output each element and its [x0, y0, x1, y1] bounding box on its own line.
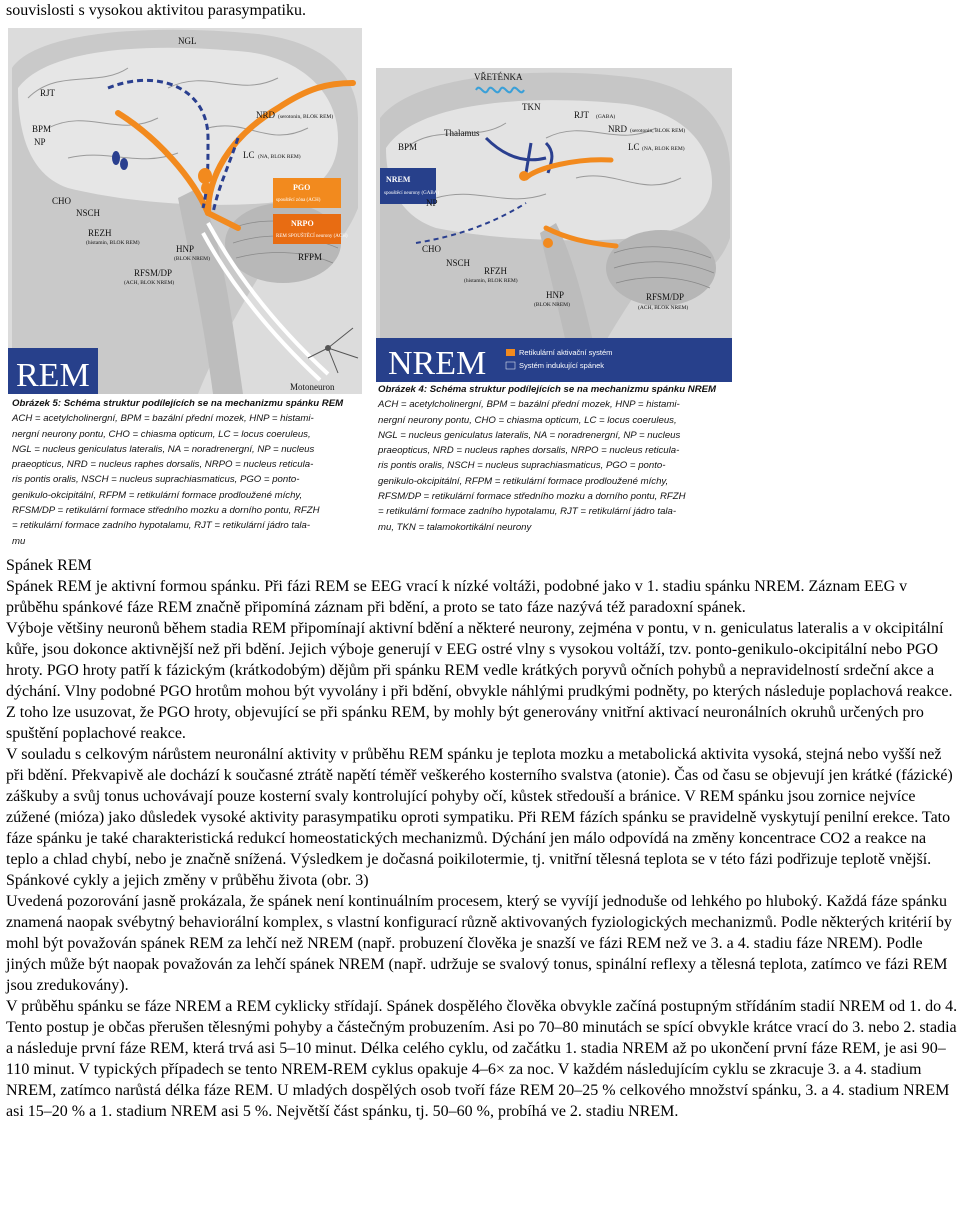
rem-label-rfsm: RFSM/DP [134, 268, 173, 278]
rem-label-rfsm-sub: (ACH, BLOK NREM) [124, 280, 175, 286]
nrem-caption-line: ACH = acetylcholinergní, BPM = bazální přední mozek, HNP = histami- [378, 399, 680, 411]
rem-caption-line: nergní neurony pontu, CHO = chiasma opticum, LC = locus coeruleus, [12, 428, 311, 440]
rem-brain-diagram [8, 28, 362, 394]
rem-label-pgo: PGO [293, 183, 311, 192]
rem-caption-line: ris pontis oralis, NSCH = nucleus suprachiasmaticus, PGO = ponto- [12, 474, 300, 486]
nrem-label-bpm: BPM [398, 142, 418, 152]
rem-label-lc-sub: (NA, BLOK REM) [258, 154, 301, 160]
rem-caption-line: RFSM/DP = retikulární formace středního mozku a dorního pontu, RFZH [12, 505, 320, 517]
rem-label-rfpm: RFPM [298, 252, 323, 262]
rem-label-nrd: NRD [256, 110, 276, 120]
nrem-legend-sleep: Systém indukující spánek [519, 361, 605, 370]
paragraph-sleep-cycles: V průběhu spánku se fáze NREM a REM cyklicky střídají. Spánek dospělého člověka obvykle začíná postupným střídáním stadií NREM od 1. do 4. Tento postup je občas přerušen tělesnými pohyby a částečným probuzením. Asi po 70–80 minutách se spící obvykle krátce vrací do 3. nebo 2. stadia a následuje první fáze REM, která trvá asi 5–10 minut. Délka celého cyklu, od začátku 1. stadia NREM až po ukončení první fáze REM, je asi 90–110 minut. V typických případech se tento NREM-REM cyklus opakuje 4–6× za noc. V každém následujícím cyklu se zkracuje 3. a 4. stadium NREM, zatímco narůstá délka fáze REM. U mladých dospělých osob tvoří fáze REM 20–25 % celkového množství spánku, 3. a 4. stadium NREM asi 15–20 % a 1. stadium NREM asi 5 %. Největší část spánku, tj. 50–60 %, probíhá ve 2. stadiu NREM. [6, 998, 958, 1120]
nrem-label-rfzh-sub: (histamin, BLOK REM) [464, 278, 518, 284]
rem-figure-caption [12, 396, 360, 549]
rem-label-bpm: BPM [32, 124, 52, 134]
nrem-figure-caption [378, 382, 730, 535]
rem-label-nsch: NSCH [76, 208, 101, 218]
nrem-caption-line: praeopticus, NRD = nucleus raphes dorsalis, NRPO = nucleus reticula- [378, 445, 680, 457]
nrem-label-nsch: NSCH [446, 258, 471, 268]
rem-label-nrpo: NRPO [291, 219, 314, 228]
nrem-label-rfsm: RFSM/DP [646, 292, 685, 302]
nrem-label-rfsm-sub: (ACH, BLOK NREM) [638, 305, 689, 311]
rem-label-np: NP [34, 137, 46, 147]
nrem-label-lc-sub: (NA, BLOK REM) [642, 146, 685, 152]
nrem-label-tkn: TKN [522, 102, 541, 112]
nrem-label-nrd-sub: (serotonin, BLOK REM) [630, 128, 686, 134]
paragraph-sleep-complex: Uvedená pozorování jasně prokázala, že spánek není kontinuálním procesem, který se vyvíjí jednoduše od lehkého po hluboký. Každá fáze spánku znamená naopak svébytný behaviorální komplex, s vlastní konfigurací různě aktivovaných fyziologických mechanizmů. Podle některých kritérií by mohl být považován spánek REM za lehčí než NREM (např. probuzení člověka je snazší ve fázi REM než ve 3. a 4. stadiu fáze NREM). Podle jiných může být naopak považován za lehčí spánek NREM (např. udržuje se svalový tonus, spinální reflexy a tělesná teplota, zatímco ve fázi REM jsou zredukovány). [6, 893, 952, 994]
nrem-label-rjt-sub: (GABA) [596, 114, 616, 120]
top-line-text: souvislosti s vysokou aktivitou parasympatiku. [6, 2, 306, 19]
nrem-figure [376, 68, 732, 544]
nrem-label-nrem-box: NREM [386, 175, 411, 184]
rem-label-rezh-sub: (histamin, BLOK REM) [86, 240, 140, 246]
nrem-label-vretenka: VŘETÉNKA [474, 72, 523, 82]
rem-label-hnp-sub: (BLOK NREM) [174, 256, 210, 262]
rem-label-rezh: REZH [88, 228, 112, 238]
nrem-caption-line: NGL = nucleus geniculatus lateralis, NA = noradrenergní, NP = nucleus [378, 429, 681, 441]
nrem-label-hnp: HNP [546, 290, 565, 300]
paragraph-rem-intro: Spánek REM je aktivní formou spánku. Při fázi REM se EEG vrací k nízké voltáži, podobné jako v 1. stadiu spánku NREM. Záznam EEG v průběhu spánkové fáze REM značně připomíná záznam při bdění, a proto se tato fáze nazývá též paradoxní spánek. [6, 578, 908, 616]
nrem-label-nrem-box-sub: spouštěcí neurony (GABA) [384, 191, 439, 196]
rem-label-cho: CHO [52, 196, 72, 206]
paragraph-rem-neurons: Výboje většiny neuronů během stadia REM připomínají aktivní bdění a některé neurony, zejména v pontu, v n. geniculatus lateralis a v okcipitální kůře, jsou dokonce aktivnější než při bdění. Jejich výboje generují v EEG ostré vlny s vysokou voltáží, tzv. ponto-genikulo-okcipitální nebo PGO hroty. PGO hroty patří k fázickým (krátkodobým) dějům při spánku REM vedle krátkých poryvů očních pohybů a nepravidelností srdeční akce a dýchání. Vlny podobné PGO hrotům mohou být vyvolány i při bdění, obvykle náhlými prudkými podněty, po kterých následuje poplachová reakce. Z toho lze usuzovat, že PGO hroty, objevující se při spánku REM, by mohly být generovány vnitřní aktivací neuronálních okruhů určených pro spuštění poplachové reakce. [6, 620, 953, 742]
rem-caption-line: genikulo-okcipitální, RFPM = retikulární formace prodloužené míchy, [12, 489, 303, 501]
nrem-label-rjt: RJT [574, 110, 590, 120]
nrem-caption-line: = retikulární formace zadního hypotalamu, RJT = retikulární jádro tala- [378, 506, 677, 518]
rem-label-ngl: NGL [178, 36, 197, 46]
rem-figure [8, 28, 362, 548]
article-body [6, 555, 960, 1122]
rem-caption-line: praeopticus, NRD = nucleus raphes dorsalis, NRPO = nucleus reticula- [12, 459, 314, 471]
rem-caption-line: mu [12, 535, 26, 547]
rem-label-nrpo-sub: REM SPOUŠTĚCÍ neurony (ACH) [276, 234, 348, 239]
nrem-brain-diagram [376, 68, 732, 382]
rem-caption-line: ACH = acetylcholinergní, BPM = bazální přední mozek, HNP = histami- [12, 413, 314, 425]
nrem-caption-line: ris pontis oralis, NSCH = nucleus suprachiasmaticus, PGO = ponto- [378, 460, 666, 472]
nrem-caption-line: nergní neurony pontu, CHO = chiasma opticum, LC = locus coeruleus, [378, 414, 677, 426]
rem-caption-title: Obrázek 5: Schéma struktur podílejících se na mechanizmu spánku REM [12, 398, 344, 409]
rem-label-hnp: HNP [176, 244, 195, 254]
nrem-caption-line: RFSM/DP = retikulární formace středního mozku a dorního pontu, RFZH [378, 491, 686, 503]
rem-label-nrd-sub: (serotonin, BLOK REM) [278, 114, 334, 120]
nrem-label-cho: CHO [422, 244, 442, 254]
nrem-big-label: NREM [388, 345, 487, 382]
rem-caption-line: NGL = nucleus geniculatus lateralis, NA = noradrenergní, NP = nucleus [12, 443, 315, 455]
rem-caption-line: = retikulární formace zadního hypotalamu, RJT = retikulární jádro tala- [12, 520, 311, 532]
nrem-caption-line: mu, TKN = talamokortikální neurony [378, 521, 532, 533]
paragraph-rem-physiology: V souladu s celkovým nárůstem neuronální aktivity v průběhu REM spánku je teplota mozku a metabolická aktivita vysoká, stejná nebo vyšší než při bdění. Překvapivě ale dochází k současné ztrátě napětí téměř veškerého kosterního svalstva (atonie). Čas od času se objevují jen krátké (fázické) záškuby a svůj tonus uchovávají pouze kosterní svaly kontrolující pohyby očí, kůstek středouší a bránice. V REM spánku jsou zornice nejvíce zúžené (mióza) jako důsledek vysoké aktivity parasympatiku oproti sympatiku. Při REM fázích spánku se pravidelně vyskytují penilní erekce. Tato fáze spánku je také charakteristická redukcí homeostatických mechanizmů. Dýchání jen málo odpovídá na změny koncentrace CO2 a reakce na teplo a chlad chybí, nebo je značně snížená. Výsledkem je dočasná poikilotermie, tj. vnitřní tělesná teplota se v této fázi podřizuje teplotě vnější. [6, 746, 953, 868]
nrem-label-thalamus: Thalamus [444, 128, 480, 138]
nrem-label-nrd: NRD [608, 124, 628, 134]
nrem-label-np: NP [426, 198, 438, 208]
rem-label-rjt: RJT [40, 88, 56, 98]
rem-big-label: REM [16, 357, 90, 394]
nrem-label-rfzh: RFZH [484, 266, 508, 276]
nrem-legend-activation: Retikulární aktivační systém [519, 348, 613, 357]
rem-label-motoneuron: Motoneuron [290, 382, 335, 392]
nrem-caption-line: genikulo-okcipitální, RFPM = retikulární formace prodloužené míchy, [378, 475, 669, 487]
rem-label-pgo-sub: spouštěcí zóna (ACH) [276, 198, 321, 203]
nrem-label-lc: LC [628, 142, 640, 152]
nrem-label-hnp-sub: (BLOK NREM) [534, 302, 570, 308]
nrem-caption-title: Obrázek 4: Schéma struktur podílejících se na mechanizmu spánku NREM [378, 384, 717, 395]
rem-label-lc: LC [243, 150, 255, 160]
heading-sleep-cycles: Spánkové cykly a jejich změny v průběhu života (obr. 3) [6, 872, 369, 889]
heading-rem: Spánek REM [6, 557, 92, 574]
